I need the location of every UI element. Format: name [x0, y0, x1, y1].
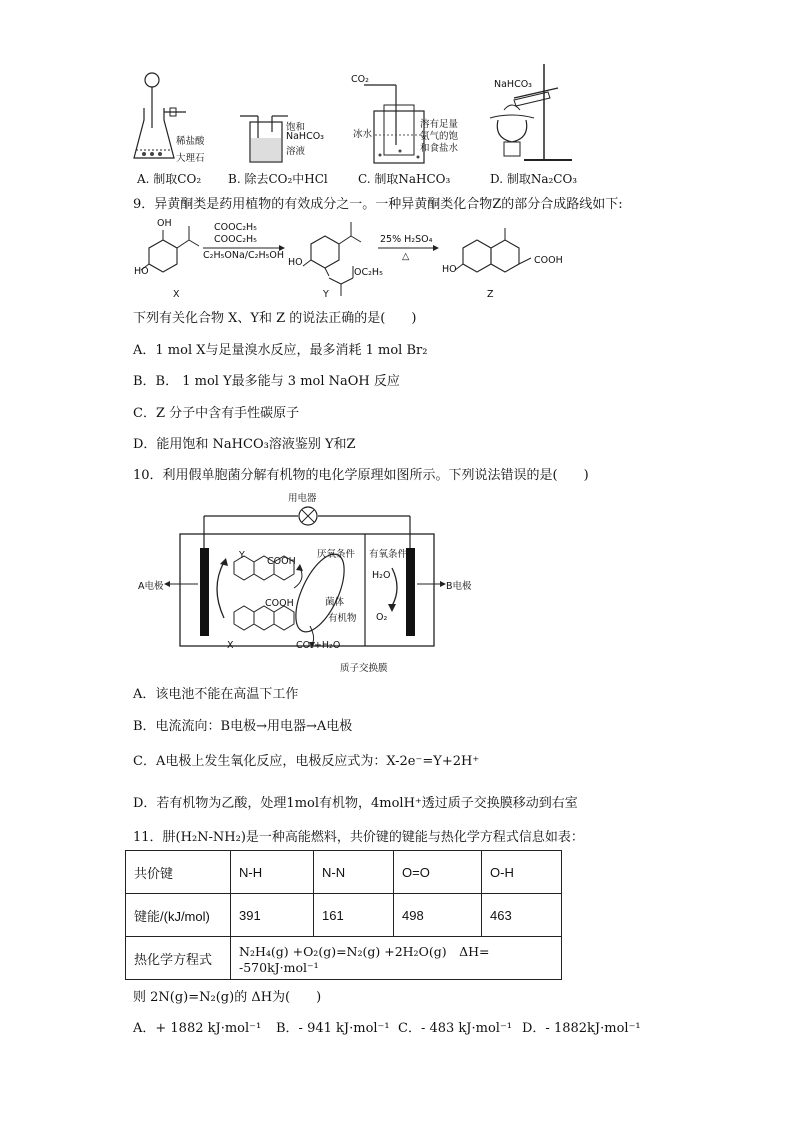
q10-device: 用电器: [288, 493, 317, 504]
q9-option-c: C．Z 分子中含有手性碳原子: [133, 406, 300, 421]
q9-reagent2-bottom: △: [402, 251, 410, 262]
q11-option-d: D．- 1882kJ·mol⁻¹: [522, 1021, 641, 1036]
table-cell: N-H: [231, 851, 314, 894]
q9-x-label: X: [173, 289, 180, 300]
table-row: [126, 937, 562, 980]
table-cell: 键能/(kJ/mol): [126, 894, 231, 937]
q9-y-ester: OC₂H₅: [354, 267, 383, 278]
q8-figure-a: [130, 68, 220, 168]
table-row: [126, 894, 562, 937]
q8-c-reagent-1: CO₂: [351, 74, 369, 85]
q9-y-ho: HO: [288, 257, 303, 268]
table-cell: 498: [394, 894, 482, 937]
q8-option-c: C. 制取NaHCO₃: [358, 172, 451, 186]
q10-option-b: B．电流流向：B电极→用电器→A电极: [133, 719, 353, 734]
q8-c-reagent-4: 氨气的饱: [420, 131, 459, 142]
q11-option-c: C．- 483 kJ·mol⁻¹: [398, 1021, 513, 1036]
q9-option-b: B．B． 1 mol Y最多能与 3 mol NaOH 反应: [133, 374, 400, 389]
q10-aerobic: 有氧条件: [369, 549, 408, 560]
q10-bacteria: 菌体: [325, 597, 345, 608]
table-cell: N-N: [314, 851, 394, 894]
q8-option-b: B. 除去CO₂中HCl: [228, 172, 328, 186]
q10-right-electrode: B电极: [446, 581, 472, 592]
table-cell: 共价键: [126, 851, 231, 894]
q9-z-ho: HO: [442, 264, 457, 275]
q8-option-d: D. 制取Na₂CO₃: [490, 172, 578, 186]
q10-option-d: D．若有机物为乙酸，处理1mol有机物，4molH⁺透过质子交换膜移动到右室: [133, 796, 578, 811]
q9-question: 下列有关化合物 X、Y和 Z 的说法正确的是( ): [133, 311, 417, 326]
q8-b-reagent-2: NaHCO₃: [286, 131, 324, 142]
q10-left-electrode: A电极: [138, 581, 164, 592]
q10-o2: O₂: [376, 612, 388, 623]
q10-membrane: 质子交换膜: [340, 663, 388, 674]
q8-b-reagent-1: 饱和: [286, 122, 306, 133]
table-cell: O=O: [394, 851, 482, 894]
q10-x-label: X: [227, 640, 234, 651]
q9-reagent2-top: 25% H₂SO₄: [380, 234, 433, 245]
q10-option-a: A．该电池不能在高温下工作: [133, 687, 299, 702]
thermo-equation: N₂H₄(g) +O₂(g)=N₂(g) +2H₂O(g) ΔH= -570kJ·mol⁻¹: [231, 937, 562, 980]
q11-option-b: B．- 941 kJ·mol⁻¹: [276, 1021, 390, 1036]
q10-stem: 10．利用假单胞菌分解有机物的电化学原理如图所示。下列说法错误的是( ): [133, 468, 589, 483]
q9-stem: 9．异黄酮类是药用植物的有效成分之一。一种异黄酮类化合物Z的部分合成路线如下:: [133, 197, 623, 212]
q9-reagent1-top1: COOC₂H₅: [214, 222, 257, 233]
q10-anaerobic: 厌氧条件: [317, 549, 356, 560]
q10-organic: 有机物: [328, 613, 357, 624]
q9-z-label: Z: [487, 289, 494, 300]
q9-x-oh1: OH: [157, 218, 172, 229]
q9-option-a: A．1 mol X与足量溴水反应，最多消耗 1 mol Br₂: [133, 343, 428, 358]
table-row: [126, 851, 562, 894]
q8-c-reagent-3: 溶有足量: [420, 119, 459, 130]
q9-reaction-scheme: [133, 212, 563, 302]
table-cell: 热化学方程式: [126, 937, 231, 980]
q10-cooh-top: COOH: [267, 556, 296, 567]
q10-option-c: C．A电极上发生氧化反应，电极反应式为：X-2e⁻=Y+2H⁺: [133, 754, 480, 769]
table-cell: 391: [231, 894, 314, 937]
q11-option-a: A．+ 1882 kJ·mol⁻¹: [133, 1021, 262, 1036]
q9-option-d: D．能用饱和 NaHCO₃溶液鉴别 Y和Z: [133, 437, 356, 452]
q8-a-reagent-2: 大理石: [176, 153, 205, 164]
q9-x-oh2: HO: [134, 266, 149, 277]
q8-option-a: A. 制取CO₂: [137, 172, 202, 186]
q9-reagent1-bottom: C₂H₅ONa/C₂H₅OH: [203, 250, 285, 261]
table-cell: O-H: [482, 851, 562, 894]
q9-z-cooh: COOH: [534, 255, 563, 266]
q11-question: 则 2N(g)=N₂(g)的 ΔH为( ): [133, 990, 322, 1005]
q10-h2o: H₂O: [372, 570, 391, 581]
q11-stem: 11．肼(H₂N-NH₂)是一种高能燃料，共价键的键能与热化学方程式信息如表：: [133, 830, 584, 845]
q10-cooh-bottom: COOH: [265, 598, 294, 609]
q8-c-reagent-2: 冰水: [353, 129, 373, 140]
q8-figure-d: [484, 60, 574, 168]
q11-bond-energy-table: [125, 850, 562, 980]
table-cell: 161: [314, 894, 394, 937]
q8-c-reagent-5: 和食盐水: [420, 143, 459, 154]
q8-d-reagent-1: NaHCO₃: [494, 79, 532, 90]
q10-products: CO₂+H₂O: [296, 640, 341, 651]
q8-b-reagent-3: 溶液: [286, 146, 306, 157]
table-cell: 463: [482, 894, 562, 937]
q9-reagent1-top2: COOC₂H₅: [214, 234, 257, 245]
q8-a-reagent-1: 稀盐酸: [176, 136, 205, 147]
q10-y-label: Y: [239, 550, 245, 561]
q9-y-label: Y: [323, 289, 329, 300]
